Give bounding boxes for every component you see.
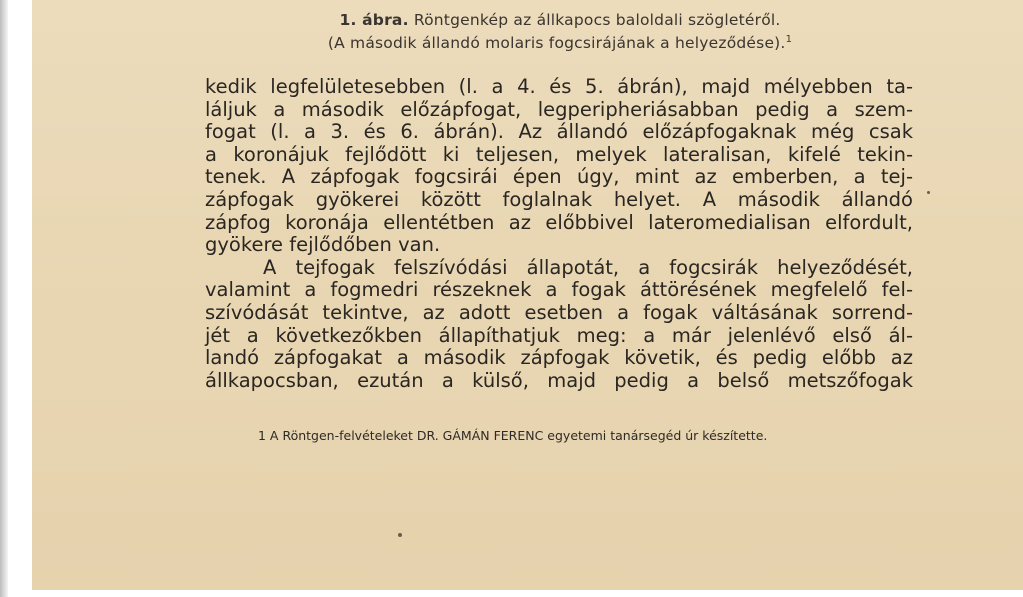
figure-caption-line-2 — [200, 30, 920, 53]
paragraph-1-line: láljuk a második előzápfogat, legperipheriásabban pedig a szem- — [205, 97, 913, 121]
paragraph-2-line: valamint a fogmedri részeknek a fogak áttörésének megfelelő fel- — [205, 278, 913, 302]
footnote-marker: 1 — [785, 34, 793, 45]
paragraph-2-line: jét a következőkben állapíthatjuk meg: a már jelenlévő első ál- — [205, 323, 913, 347]
figure-caption-text-1: Röntgenkép az állkapocs baloldali szögletéről. — [413, 11, 781, 29]
figure-caption-text-2: (A második állandó molaris fogcsirájának a helyeződése). — [327, 34, 786, 53]
paragraph-2-line: szívódását tekintve, az adott esetben a fogak váltásának sorrend- — [205, 300, 913, 324]
paragraph-1-line: zápfog koronája ellentétben az előbbivel lateromedialisan elfordult, — [205, 210, 913, 234]
paragraph-1-line: a koronájuk fejlődött ki teljesen, melyek lateralisan, kifelé tekin- — [205, 142, 913, 166]
paragraph-1-line: tenek. A zápfogak fogcsirái épen úgy, mint az emberben, a tej- — [205, 165, 913, 189]
paragraph-1-line: fogat (l. a 3. és 6. ábrán). Az állandó előzápfogaknak még csak — [205, 120, 913, 144]
paper-speck — [398, 533, 402, 537]
paper-speck — [927, 191, 930, 194]
paragraph-2-line: állkapocsban, ezután a külső, majd pedig a belső metszőfogak — [205, 368, 913, 392]
figure-label: 1. ábra. — [339, 11, 409, 29]
footnote: 1 A Röntgen-felvételeket DR. GÁMÁN FERENC egyetemi tanársegéd úr készítette. — [258, 428, 768, 443]
paragraph-1-line: gyökere fejlődőben van. — [205, 233, 441, 257]
paragraph-2-line: landó zápfogakat a második zápfogak követik, és pedig előbb az — [205, 346, 913, 370]
paragraph-1-line: zápfogak gyökerei között foglalnak helyet. A második állandó — [205, 187, 913, 211]
paragraph-2-line: A tejfogak felszívódási állapotát, a fogcsirák helyeződését, — [263, 255, 913, 279]
paragraph-1-line: kedik legfelületesebben (l. a 4. és 5. ábrán), majd mélyebben ta- — [205, 75, 913, 98]
figure-caption-line-1 — [200, 10, 920, 30]
scan-edge — [0, 0, 8, 597]
body-text — [205, 76, 913, 392]
